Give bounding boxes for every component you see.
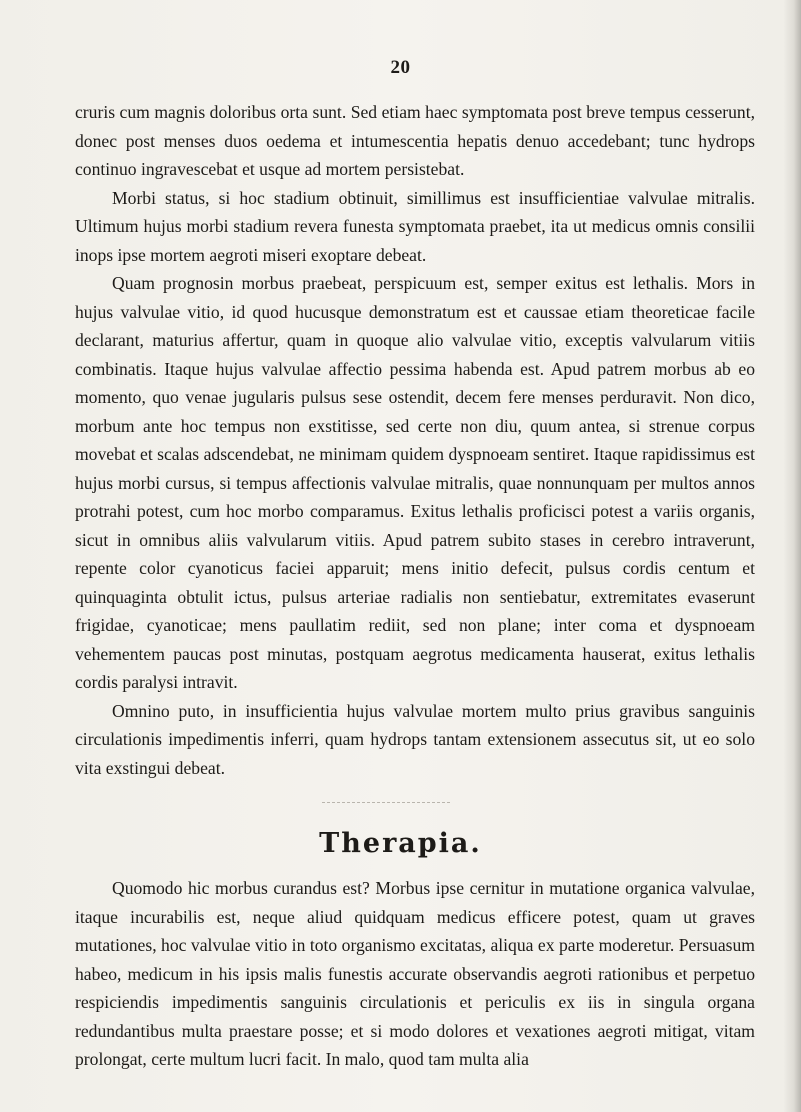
body-text-top (75, 98, 755, 782)
paragraph-omnino-puto: Omnino puto, in insufficientia hujus valvulae mortem multo prius gravibus sanguinis circulationis impedimentis inferri, quam hydrops tantam extensionem assecutus sit, ut eo solo vita exstingui debeat. (75, 700, 755, 778)
paragraph-therapia: Quomodo hic morbus curandus est? Morbus ipse cernitur in mutatione organica valvulae, itaque incurabilis est, neque aliud quidquam medicus efficere potest, quam ut graves mutationes, hoc valvulae vitio in toto organismo excitatas, aliqua ex parte moderetur. Persuasum habeo, medicum in his ipsis malis funestis accurate observandis aegroti rationibus et perpetuo respiciendis impedimentis sanguinis circulationis et periculis ex iis in singula organa redundantibus multa praestare posse; et si modo dolores et vexationes aegroti mitigat, vitam prolongat, certe multum lucri facit. In malo, quod tam multa alia (75, 878, 755, 1069)
paragraph-continuation: cruris cum magnis doloribus orta sunt. Sed etiam haec symptomata post breve tempus cesserunt, donec post menses duos oedema et intumescentia hepatis denuo accedebant; tunc hydrops continuo ingravescebat et usque ad mortem persistebat. (75, 102, 755, 179)
page-number: 20 (390, 57, 411, 78)
body-text-bottom (75, 874, 755, 1074)
paragraph-morbi-status: Morbi status, si hoc stadium obtinuit, simillimus est insufficientiae valvulae mitralis. Ultimum hujus morbi stadium revera funesta symptomata praebet, ita ut medicus omnis consilii inops ipse mortem aegroti miseri exoptare debeat. (75, 187, 755, 265)
section-title: Therapia. (319, 828, 482, 859)
section-divider (322, 802, 450, 803)
page-edge-shadow (783, 0, 801, 1112)
paragraph-prognosis: Quam prognosin morbus praebeat, perspicuum est, semper exitus est lethalis. Mors in hujus valvulae vitio, id quod hucusque demonstratum est et caussae etiam theoreticae facile declarant, maturius affertur, quam in quoque alio valvulae vitio, exceptis valvularum vitiis combinatis. Itaque hujus valvulae affectio pessima habenda est. Apud patrem morbus ab eo momento, quo venae jugularis pulsus sese ostendit, decem fere menses perduravit. Non dico, morbum ante hoc tempus non exstitisse, sed certe non diu, quum antea, si strenue corpus movebat et scalas adscendebat, ne minimam quidem dyspnoeam sentiret. Itaque rapidissimus est hujus morbi cursus, si tempus affectionis valvulae mitralis, quae nonnunquam per multos annos protrahi potest, cum hoc morbo comparamus. Exitus lethalis proficisci potest a variis organis, sicut in omnibus aliis valvularum vitiis. Apud patrem subito stases in cerebro intraverunt, repente color cyanoticus faciei apparuit; mens initio defecit, pulsus cordis centum et quinquaginta obtulit ictus, pulsus arteriae radialis non sentiebatur, extremitates evaserunt frigidae, cyanoticae; mens paullatim rediit, sed non plane; inter coma et dyspnoeam vehementem paucas post minutas, postquam aegrotus medicamenta hauserat, exitus lethalis cordis paralysi intravit. (75, 273, 755, 692)
